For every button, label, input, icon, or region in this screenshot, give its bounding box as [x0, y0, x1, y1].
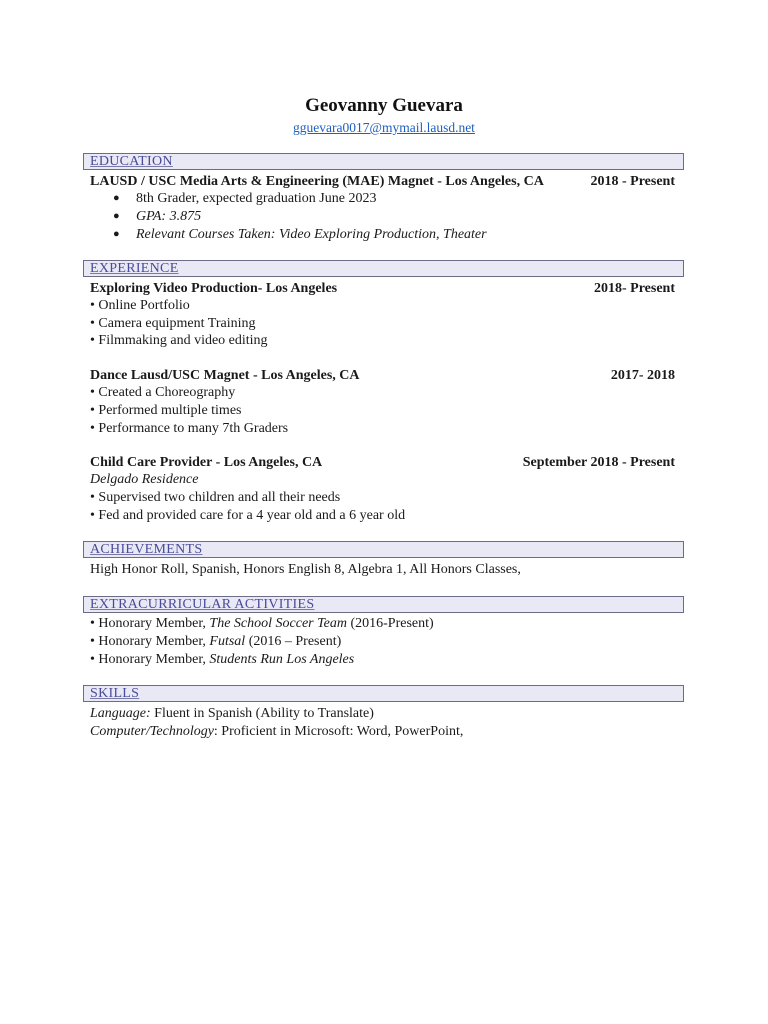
activity-item [90, 615, 675, 632]
education-dates: 2018 - Present [590, 174, 675, 189]
activity-prefix: • Honorary Member, [90, 616, 210, 631]
education-bullet: 8th Grader, expected graduation June 2023 [136, 191, 377, 206]
job-dates: September 2018 - Present [522, 455, 675, 470]
skill-label: Computer/Technology [90, 724, 214, 739]
education-school-row [90, 173, 675, 190]
job-employer: Delgado Residence [90, 472, 199, 487]
skill-text: Fluent in Spanish (Ability to Translate) [150, 706, 374, 721]
activity-item [90, 651, 675, 668]
section-header-skills: SKILLS [83, 685, 684, 702]
job-bullet: • Online Portfolio [90, 298, 190, 313]
job-bullet: • Supervised two children and all their needs [90, 490, 341, 505]
education-bullet: Relevant Courses Taken: Video Exploring Production, Theater [136, 227, 487, 242]
bullet-icon: ● [113, 210, 120, 222]
section-header-education: EDUCATION [83, 153, 684, 170]
section-header-experience: EXPERIENCE [83, 260, 684, 277]
candidate-name: Geovanny Guevara [305, 95, 463, 116]
activity-org: The School Soccer Team [209, 616, 347, 631]
email-link[interactable]: gguevara0017@mymail.lausd.net [293, 120, 475, 135]
job-role: Dance Lausd/USC Magnet - Los Angeles, CA [90, 368, 360, 383]
activity-item [90, 633, 675, 650]
activity-org: Students Run Los Angeles [209, 652, 355, 667]
activity-suffix: (2016 – Present) [245, 634, 342, 649]
job-role: Child Care Provider - Los Angeles, CA [90, 455, 323, 470]
achievements-text: High Honor Roll, Spanish, Honors English 8, Algebra 1, All Honors Classes, [90, 562, 521, 577]
activity-org: Futsal [209, 634, 246, 649]
job-bullet: • Camera equipment Training [90, 316, 256, 331]
skill-item [90, 705, 675, 722]
job-row [90, 454, 675, 471]
section-header-extracurricular: EXTRACURRICULAR ACTIVITIES [83, 596, 684, 613]
job-bullet: • Fed and provided care for a 4 year old and a 6 year old [90, 508, 406, 523]
education-school: LAUSD / USC Media Arts & Engineering (MAE) Magnet - Los Angeles, CA [90, 174, 544, 189]
bullet-icon: ● [113, 192, 120, 204]
job-role: Exploring Video Production- Los Angeles [90, 281, 338, 296]
education-bullet: GPA: 3.875 [136, 209, 202, 224]
activity-prefix: • Honorary Member, [90, 652, 210, 667]
job-bullet: • Performed multiple times [90, 403, 242, 418]
job-bullet: • Filmmaking and video editing [90, 333, 268, 348]
section-header-achievements: ACHIEVEMENTS [83, 541, 684, 558]
skill-text: : Proficient in Microsoft: Word, PowerPoint, [213, 724, 464, 739]
activity-prefix: • Honorary Member, [90, 634, 210, 649]
job-row [90, 367, 675, 384]
skill-item [90, 723, 675, 740]
job-dates: 2017- 2018 [610, 368, 675, 383]
job-bullet: • Created a Choreography [90, 385, 236, 400]
bullet-icon: ● [113, 228, 120, 240]
skill-label: Language: [90, 706, 151, 721]
job-bullet: • Performance to many 7th Graders [90, 421, 289, 436]
job-dates: 2018- Present [594, 281, 675, 296]
activity-suffix: (2016-Present) [346, 616, 434, 631]
job-row [90, 280, 675, 297]
